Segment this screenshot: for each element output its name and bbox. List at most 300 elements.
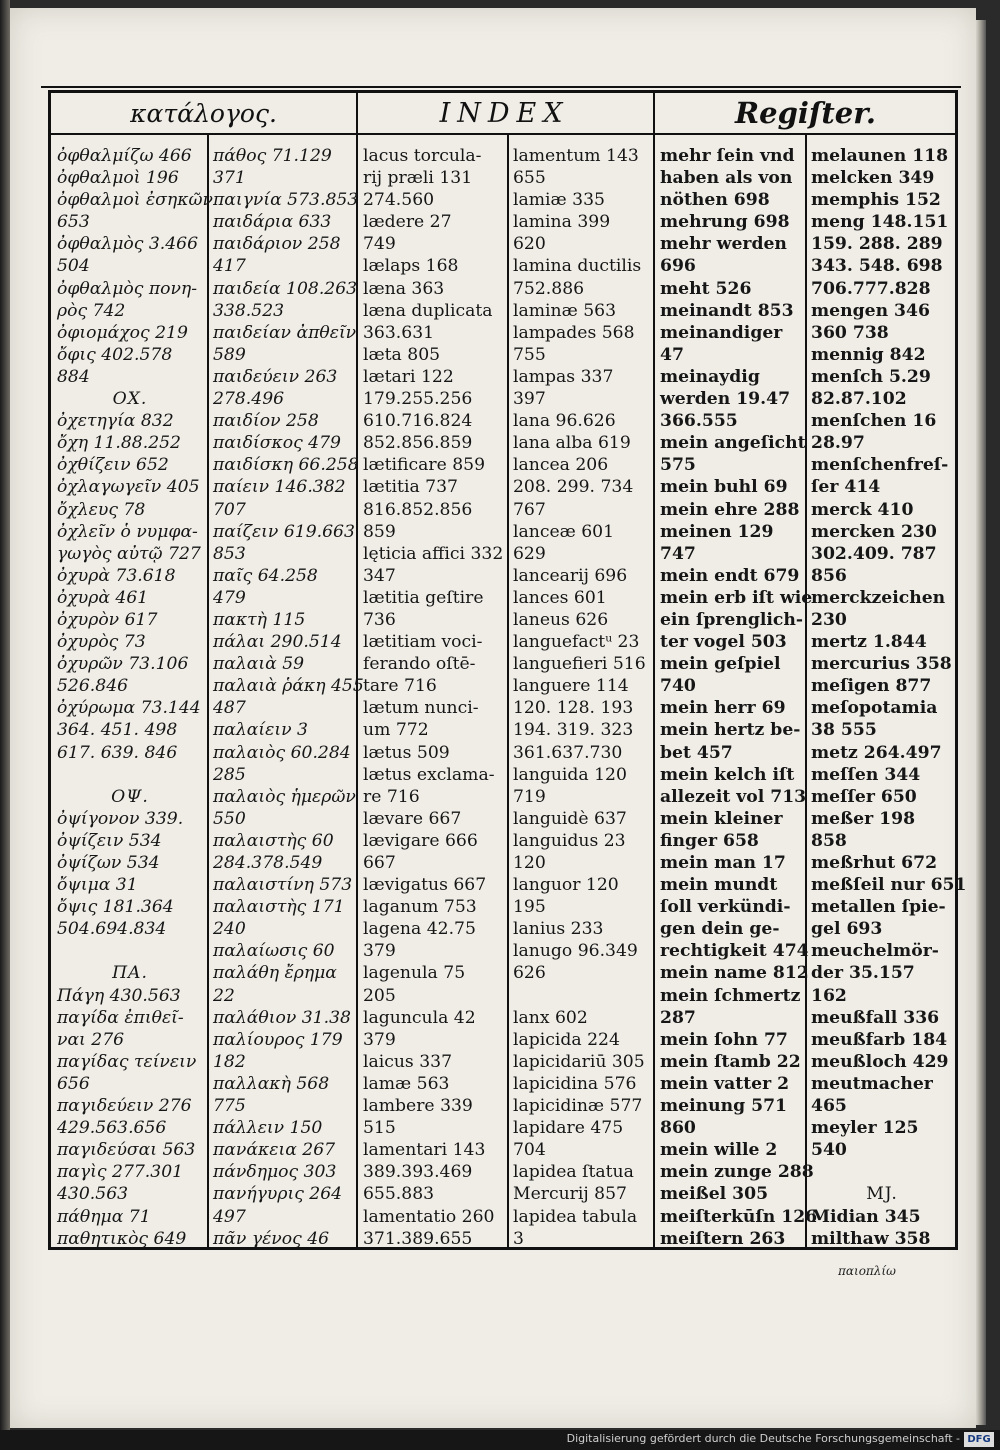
index-entry: rij præli 131 [363, 168, 473, 189]
index-entry: mein ehre 288 [660, 499, 800, 520]
index-entry: lana alba 619 [513, 433, 631, 454]
index-entry: 417 [213, 256, 246, 277]
index-entry: πάθος 71.129 [213, 146, 332, 166]
column-divider [207, 135, 209, 1247]
index-entry: παῖς 64.258 [213, 565, 318, 586]
index-entry: meiſterkūſn 126 [660, 1206, 818, 1227]
index-entry: re 716 [363, 786, 420, 807]
index-entry: lanx 602 [513, 1007, 588, 1028]
index-entry: 653 [57, 212, 90, 233]
index-entry: mehrung 698 [660, 212, 790, 233]
index-entry: mehr ſein vnd [660, 146, 795, 166]
index-entry: mein buhl 69 [660, 477, 788, 498]
index-entry: 704 [513, 1140, 546, 1161]
index-entry: ὀχθίζειν 652 [57, 455, 169, 476]
dfg-logo: DFG [964, 1432, 994, 1447]
index-entry: menſchenfreſ- [811, 455, 949, 476]
index-entry: werden 19.47 [660, 389, 791, 410]
index-entry: mercken 230 [811, 521, 937, 542]
index-entry: 162 [811, 985, 847, 1006]
index-entry: metz 264.497 [811, 742, 942, 763]
index-entry: mein ſtamb 22 [660, 1051, 801, 1072]
index-entry: melaunen 118 [811, 146, 949, 166]
index-entry: lanceæ 601 [513, 521, 615, 542]
index-entry: languida 120 [513, 764, 627, 785]
index-entry: 371 [213, 168, 246, 189]
index-entry: lælaps 168 [363, 256, 459, 277]
index-entry [57, 940, 203, 962]
index-entry: 626 [513, 963, 546, 984]
index-entry [57, 764, 203, 786]
index-entry: 575 [660, 455, 696, 476]
index-entry: ρὸς 742 [57, 300, 126, 321]
index-entry: lancearij 696 [513, 565, 628, 586]
index-entry: ſer 414 [811, 477, 881, 498]
index-entry: lædere 27 [363, 212, 452, 233]
index-entry: 361.637.730 [513, 742, 623, 763]
index-entry: mein geſpiel [660, 654, 781, 675]
index-entry: meußfarb 184 [811, 1029, 948, 1050]
index-entry: 274.560 [363, 190, 435, 211]
index-entry: mein angeſicht [660, 433, 806, 454]
index-entry: lagena 42.75 [363, 919, 476, 940]
index-entry: lævigatus 667 [363, 875, 487, 896]
index-entry: 550 [213, 808, 246, 829]
index-entry: 278.496 [213, 389, 285, 410]
index-entry: lampas 337 [513, 366, 614, 387]
index-entry: meßſeil nur 651 [811, 875, 967, 896]
index-entry: mein kleiner [660, 808, 783, 829]
section-heading: ΠΑ. [112, 963, 148, 984]
index-entry: 363.631 [363, 322, 435, 343]
index-entry: παλάθιον 31.38 [213, 1007, 351, 1028]
index-entry: allezeit vol 713 [660, 786, 807, 807]
index-entry: πάλλειν 150 [213, 1118, 323, 1139]
index-entry: πᾶν γένος 46 [213, 1228, 330, 1249]
index-entry: mein vatter 2 [660, 1073, 790, 1094]
index-entry: mengen 346 [811, 300, 930, 321]
index-entry: lanius 233 [513, 919, 604, 940]
index-entry: 884 [57, 366, 90, 387]
index-entry: mein kelch iſt [660, 764, 795, 785]
index-entry: 667 [363, 853, 396, 873]
index-entry: meutmacher [811, 1073, 933, 1094]
index-entry: laminæ 563 [513, 300, 617, 321]
index-entry: Mercurij 857 [513, 1184, 627, 1205]
index-entry: laganum 753 [363, 897, 477, 918]
index-entry: ὀψίγονον 339. [57, 808, 184, 829]
index-entry: nöthen 698 [660, 190, 770, 211]
index-entry: lamentatio 260 [363, 1206, 495, 1227]
section-heading: ΟΨ. [111, 786, 149, 807]
index-entry: 589 [213, 344, 246, 365]
index-entry: læta 805 [363, 344, 441, 365]
index-entry: παιγνία 573.853 [213, 190, 359, 211]
index-column [213, 145, 364, 1250]
index-entry: παιδίσκος 479 [213, 433, 341, 454]
index-column [513, 145, 649, 1250]
column-divider [805, 135, 807, 1247]
index-entry: 429.563.656 [57, 1118, 167, 1139]
index-entry: 755 [513, 344, 546, 365]
index-entry: lapicidina 576 [513, 1073, 637, 1094]
index-entry: 504.694.834 [57, 919, 167, 940]
index-entry: παθητικὸς 649 [57, 1228, 187, 1249]
index-entry: laneus 626 [513, 609, 609, 630]
index-entry: ὀψίζειν 534 [57, 830, 162, 851]
index-entry: languidus 23 [513, 830, 626, 851]
index-entry: 208. 299. 734 [513, 477, 634, 498]
index-entry: πακτὴ 115 [213, 609, 306, 630]
index-entry: παιδάριον 258 [213, 234, 341, 255]
index-entry: ferando oſtē- [363, 654, 476, 675]
index-entry: lætum nunci- [363, 698, 479, 719]
index-entry: 860 [660, 1118, 696, 1139]
index-entry: 82.87.102 [811, 389, 907, 410]
index-entry: meßer 198 [811, 808, 916, 829]
index-entry: ὀφθαλμὸς 3.466 [57, 234, 199, 255]
index-entry: 343. 548. 698 [811, 256, 943, 277]
index-entry: meſopotamia [811, 698, 938, 719]
index-entry: 706.777.828 [811, 278, 931, 299]
index-column [811, 145, 967, 1250]
index-entry: lacus torcula- [363, 146, 482, 166]
index-entry: 120 [513, 853, 546, 873]
index-entry: ὀχυρὸς 73 [57, 632, 146, 653]
index-entry: lapicidinæ 577 [513, 1096, 643, 1117]
index-entry: finger 658 [660, 830, 759, 851]
index-column [363, 145, 503, 1250]
scan-left-edge [0, 0, 10, 1430]
index-entry: 430.563 [57, 1184, 129, 1205]
index-entry: meuchelmör- [811, 941, 939, 962]
index-column [660, 145, 818, 1250]
index-entry: lævare 667 [363, 808, 462, 829]
index-entry: ὀφθαλμίζω 466 [57, 146, 192, 166]
index-entry: παλαιστὴς 171 [213, 897, 345, 918]
index-entry: ter vogel 503 [660, 632, 787, 653]
index-entry: ὀχύρωμα 73.144 [57, 698, 201, 719]
index-entry: 302.409. 787 [811, 543, 937, 564]
index-entry: 364. 451. 498 [57, 720, 178, 741]
index-entry: 852.856.859 [363, 433, 473, 454]
index-entry: meyler 125 [811, 1118, 919, 1139]
index-entry: lætitia geſtire [363, 587, 484, 608]
index-entry: 740 [660, 676, 696, 697]
index-frame [48, 90, 967, 1250]
index-entry: 752.886 [513, 278, 585, 299]
index-entry: lætari 122 [363, 366, 454, 387]
index-entry: 397 [513, 389, 546, 410]
index-entry: meinung 571 [660, 1096, 788, 1117]
index-entry: bet 457 [660, 742, 733, 763]
index-entry: ὄφις 402.578 [57, 344, 173, 365]
index-entry: παλαιὸς ἡμερῶν [213, 786, 356, 807]
index-entry: 230 [811, 609, 847, 630]
index-entry: παγίδας τείνειν [57, 1051, 197, 1072]
index-entry: 159. 288. 289 [811, 234, 943, 255]
index-entry: lapidea ſtatua [513, 1162, 634, 1183]
index-entry: lancea 206 [513, 455, 609, 476]
index-entry: mertz 1.844 [811, 632, 927, 653]
index-entry: læna 363 [363, 278, 445, 299]
index-entry: 47 [660, 344, 684, 365]
index-entry: meſſer 650 [811, 786, 917, 807]
index-entry: læna duplicata [363, 300, 493, 321]
index-entry: παγιδεύσαι 563 [57, 1140, 196, 1161]
index-entry: ὀχλεῖν ὁ νυμφα- [57, 521, 198, 542]
index-entry: laguncula 42 [363, 1007, 476, 1028]
index-entry: meſſen 344 [811, 764, 921, 785]
dfg-bar [0, 1430, 1000, 1450]
index-entry: ſoll verkündi- [660, 897, 791, 918]
index-entry: 749 [363, 234, 396, 255]
index-entry: meſigen 877 [811, 676, 932, 697]
index-entry: 284.378.549 [213, 853, 323, 873]
index-entry: 515 [363, 1118, 396, 1139]
index-entry: ὄψις 181.364 [57, 897, 174, 918]
index-entry: lambere 339 [363, 1096, 473, 1117]
index-entry: lætitiam voci- [363, 632, 483, 653]
index-entry: πανήγυρις 264 [213, 1184, 343, 1205]
index-entry: haben als von [660, 168, 793, 189]
index-entry: παιδίσκη 66.258 [213, 455, 359, 476]
index-entry: 465 [811, 1096, 847, 1117]
index-entry: 379 [363, 941, 396, 962]
index-entry: 287 [660, 1007, 696, 1028]
index-entry: ὀφιομάχος 219 [57, 322, 188, 343]
index-entry: mercurius 358 [811, 654, 952, 675]
index-entry: ὀψίζων 534 [57, 853, 160, 873]
index-entry: ὄψιμα 31 [57, 875, 138, 896]
index-entry: lætitia 737 [363, 477, 458, 498]
index-entry [811, 1161, 953, 1183]
index-entry: lamæ 563 [363, 1073, 450, 1094]
index-entry: παλλακὴ 568 [213, 1073, 330, 1094]
index-entry: lampades 568 [513, 322, 635, 343]
index-entry: 747 [660, 543, 696, 564]
index-entry: lætus exclama- [363, 764, 495, 785]
index-entry: lamentum 143 [513, 146, 639, 166]
index-entry: mein man 17 [660, 853, 786, 873]
index-entry: 858 [811, 830, 847, 851]
index-entry: ναι 276 [57, 1029, 125, 1050]
index-entry: 856 [811, 565, 847, 586]
index-entry: παιδάρια 633 [213, 212, 332, 233]
index-entry [513, 985, 649, 1007]
index-entry: 182 [213, 1051, 246, 1072]
index-entry: 540 [811, 1140, 847, 1161]
index-entry: meinandt 853 [660, 300, 794, 321]
index-entry: lætus 509 [363, 742, 450, 763]
index-entry: ὀφθαλμοὶ 196 [57, 168, 179, 189]
index-entry: lagenula 75 [363, 963, 466, 984]
index-entry: ὀχυρὰ 461 [57, 587, 149, 608]
index-entry: 479 [213, 587, 246, 608]
index-entry: mehr werden [660, 234, 787, 255]
index-entry: 775 [213, 1096, 246, 1117]
index-entry: 617. 639. 846 [57, 742, 178, 763]
index-entry: ὀφθαλμοὶ ἐσηκῶν [57, 190, 213, 211]
index-entry: παιδεύειν 263 [213, 366, 338, 387]
index-entry: παγὶς 277.301 [57, 1162, 184, 1183]
index-entry: lapidare 475 [513, 1118, 624, 1139]
index-entry: 195 [513, 897, 546, 918]
index-entry: languidè 637 [513, 808, 627, 829]
index-entry: lamentari 143 [363, 1140, 486, 1161]
index-entry: παλαιστὴς 60 [213, 830, 334, 851]
index-entry: meht 526 [660, 278, 752, 299]
index-entry: 629 [513, 543, 546, 564]
index-entry: 767 [513, 499, 546, 520]
index-entry: ὄχη 11.88.252 [57, 433, 181, 454]
index-entry: languefactᵘ 23 [513, 632, 640, 653]
index-entry: merckzeichen [811, 587, 946, 608]
index-entry: meng 148.151 [811, 212, 949, 233]
index-entry: meßrhut 672 [811, 853, 938, 873]
index-entry: mein ſohn 77 [660, 1029, 788, 1050]
index-entry: milthaw 358 [811, 1228, 931, 1249]
index-entry: 655 [513, 168, 546, 189]
index-entry: ὀχετηγία 832 [57, 411, 174, 432]
index-entry: metallen ſpie- [811, 897, 946, 918]
index-entry: meinandiger [660, 322, 783, 343]
index-entry: 3 [513, 1228, 524, 1249]
index-entry: meußloch 429 [811, 1051, 949, 1072]
index-entry: πανάκεια 267 [213, 1140, 336, 1161]
index-entry: παλαίειν 3 [213, 720, 308, 741]
index-entry: 22 [213, 985, 235, 1006]
index-entry: ὀχυρῶν 73.106 [57, 654, 189, 675]
index-entry: παλαιὰ ῥάκη 455 [213, 676, 364, 697]
index-entry: lamina ductilis [513, 256, 642, 277]
index-entry: languor 120 [513, 875, 619, 896]
index-entry: laicus 337 [363, 1051, 453, 1072]
index-entry: παλάθη ἔρημα [213, 963, 337, 984]
header-greek-title: κατάλογος. [130, 98, 277, 128]
index-entry: πάλαι 290.514 [213, 632, 342, 653]
column-divider [507, 135, 509, 1247]
index-entry: ὄχλευς 78 [57, 499, 146, 520]
index-entry: 610.716.824 [363, 411, 473, 432]
index-entry: 719 [513, 786, 546, 807]
index-entry: παγιδεύειν 276 [57, 1096, 192, 1117]
index-entry: 379 [363, 1029, 396, 1050]
index-entry: παλαίωσις 60 [213, 941, 335, 962]
index-entry: lana 96.626 [513, 411, 616, 432]
dfg-caption: Digitalisierung gefördert durch die Deutsche Forschungsgemeinschaft - [566, 1432, 960, 1445]
index-entry: 707 [213, 499, 246, 520]
catchword: παιοπλίω [838, 1264, 896, 1278]
index-entry: 360 738 [811, 322, 889, 343]
index-entry: παλαιὸς 60.284 [213, 742, 351, 763]
index-entry: 285 [213, 764, 246, 785]
index-entry: 347 [363, 565, 396, 586]
index-entry: παλίουρος 179 [213, 1029, 343, 1050]
index-entry: 526.846 [57, 676, 129, 697]
index-entry: πάθημα 71 [57, 1206, 151, 1227]
index-entry: 38 555 [811, 720, 877, 741]
index-column [57, 145, 213, 1250]
index-entry: languefieri 516 [513, 654, 646, 675]
index-entry: mein erb iſt wie [660, 587, 813, 608]
index-entry: 205 [363, 985, 396, 1006]
index-entry: 656 [57, 1073, 90, 1094]
index-entry: 853 [213, 543, 246, 564]
index-entry: mein zunge 288 [660, 1162, 814, 1183]
index-entry: menſchen 16 [811, 411, 937, 432]
index-entry: lamina 399 [513, 212, 611, 233]
section-divider [356, 93, 358, 1247]
index-entry: gen dein ge- [660, 919, 780, 940]
index-entry: lætificare 859 [363, 455, 486, 476]
index-entry: languere 114 [513, 676, 629, 697]
index-entry: lanugo 96.349 [513, 941, 638, 962]
index-entry: ein ſprenglich- [660, 609, 804, 630]
index-entry: παιδεία 108.263 [213, 278, 358, 299]
index-entry: ὀφθαλμὸς πονη- [57, 278, 198, 299]
index-entry: mein mundt [660, 875, 778, 896]
index-entry: ὀχλαγωγεῖν 405 [57, 477, 200, 498]
header-index-title: INDEX [439, 97, 570, 129]
index-entry: παγίδα ἐπιθεῖ- [57, 1007, 184, 1028]
index-entry: 338.523 [213, 300, 285, 321]
section-heading: ΟΧ. [112, 389, 148, 410]
index-entry: 371.389.655 [363, 1228, 473, 1249]
index-entry: παιδίον 258 [213, 411, 319, 432]
index-entry: mein herr 69 [660, 698, 786, 719]
index-entry: Πάγη 430.563 [57, 985, 181, 1006]
index-entry: merck 410 [811, 499, 914, 520]
index-entry: γωγὸς αὐτῷ 727 [57, 543, 201, 564]
index-entry: tare 716 [363, 676, 437, 697]
section-heading: MJ. [866, 1184, 898, 1205]
index-entry: παίζειν 619.663 [213, 521, 355, 542]
index-entry: mein endt 679 [660, 565, 800, 586]
index-entry: um 772 [363, 720, 429, 741]
index-entry: 859 [363, 521, 396, 542]
index-entry: 736 [363, 609, 396, 630]
index-entry: meißel 305 [660, 1184, 769, 1205]
header-register-title: Regiſter. [735, 96, 876, 130]
index-entry: 179.255.256 [363, 389, 473, 410]
index-entry: 366.555 [660, 411, 738, 432]
index-entry: memphis 152 [811, 190, 941, 211]
index-entry: menſch 5.29 [811, 366, 931, 387]
index-entry: mein ſchmertz [660, 985, 801, 1006]
index-entry: 504 [57, 256, 90, 277]
index-entry: meinaydig [660, 366, 760, 387]
index-entry: lęticia affici 332 [363, 543, 504, 564]
index-entry: παλαιστίνη 573 [213, 875, 353, 896]
index-entry: rechtigkeit 474 [660, 941, 809, 962]
index-entry: ὀχυρὸν 617 [57, 609, 158, 630]
index-entry: Midian 345 [811, 1206, 921, 1227]
index-entry: 120. 128. 193 [513, 698, 634, 719]
index-entry: παιδείαν ἀπθεῖν [213, 322, 357, 343]
index-entry: lamiæ 335 [513, 190, 605, 211]
index-entry: 620 [513, 234, 546, 255]
index-entry: gel 693 [811, 919, 883, 940]
index-entry: lapicidariū 305 [513, 1051, 645, 1072]
index-entry: lapidea tabula [513, 1206, 638, 1227]
index-entry: 655.883 [363, 1184, 435, 1205]
index-entry: 497 [213, 1206, 246, 1227]
index-entry: meußfall 336 [811, 1007, 940, 1028]
index-entry: 389.393.469 [363, 1162, 473, 1183]
index-entry: mein wille 2 [660, 1140, 778, 1161]
index-entry: meinen 129 [660, 521, 774, 542]
